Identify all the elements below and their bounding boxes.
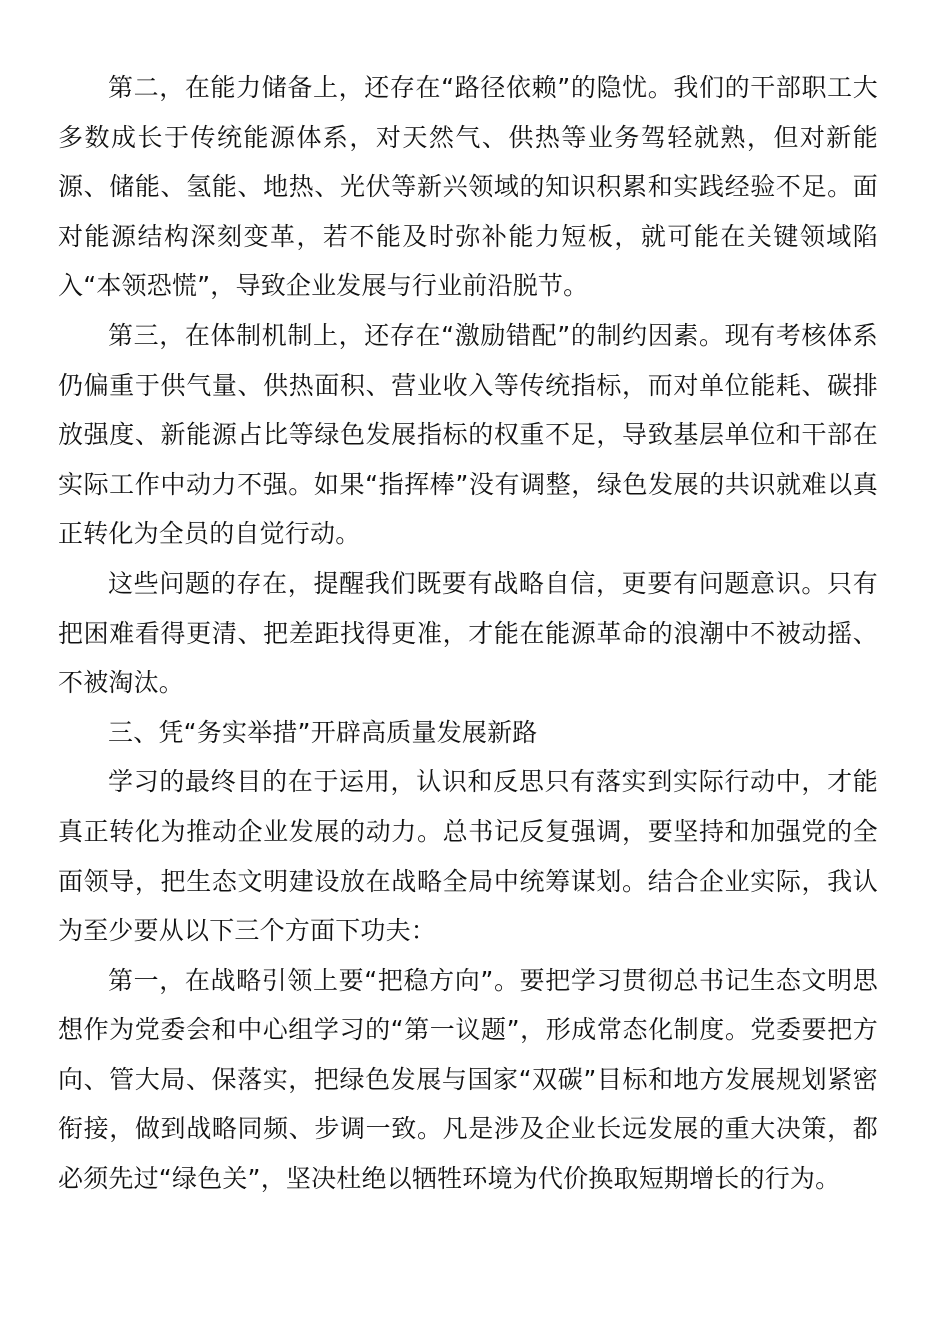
paragraph-strategic-leadership: 第一，在战略引领上要“把稳方向”。要把学习贯彻总书记生态文明思想作为党委会和中心组学习的“第一议题”，形成常态化制度。党委要把方向、管大局、保落实，把绿色发展与国家“双碳”目标和地方发展规划紧密衔接，做到战略同频、步调一致。凡是涉及企业长远发展的重大决策，都必须先过“绿色关”，坚决杜绝以牺牲环境为代价换取短期增长的行为。 [58,965,878,1194]
paragraph-ability-reserve: 第二，在能力储备上，还存在“路径依赖”的隐忧。我们的干部职工大多数成长于传统能源体系，对天然气、供热等业务驾轻就熟，但对新能源、储能、氢能、地热、光伏等新兴领域的知识积累和实践经验不足。面对能源结构深刻变革，若不能及时弥补能力短板，就可能在关键领域陷入“本领恐慌”，导致企业发展与行业前沿脱节。 [58,73,878,301]
paragraph-problem-awareness: 这些问题的存在，提醒我们既要有战略自信，更要有问题意识。只有把困难看得更清、把差距找得更准，才能在能源革命的浪潮中不被动摇、不被淘汰。 [58,568,878,698]
section-heading: 三、凭“务实举措”开辟高质量发展新路 [108,717,538,747]
paragraph-institutional-mechanism: 第三，在体制机制上，还存在“激励错配”的制约因素。现有考核体系仍偏重于供气量、供热面积、营业收入等传统指标，而对单位能耗、碳排放强度、新能源占比等绿色发展指标的权重不足，导致基层单位和干部在实际工作中动力不强。如果“指挥棒”没有调整，绿色发展的共识就难以真正转化为全员的自觉行动。 [58,320,878,549]
paragraph-learning-purpose: 学习的最终目的在于运用，认识和反思只有落实到实际行动中，才能真正转化为推动企业发展的动力。总书记反复强调，要坚持和加强党的全面领导，把生态文明建设放在战略全局中统筹谋划。结合企业实际，我认为至少要从以下三个方面下功夫： [58,767,878,946]
document-page [58,63,878,1204]
